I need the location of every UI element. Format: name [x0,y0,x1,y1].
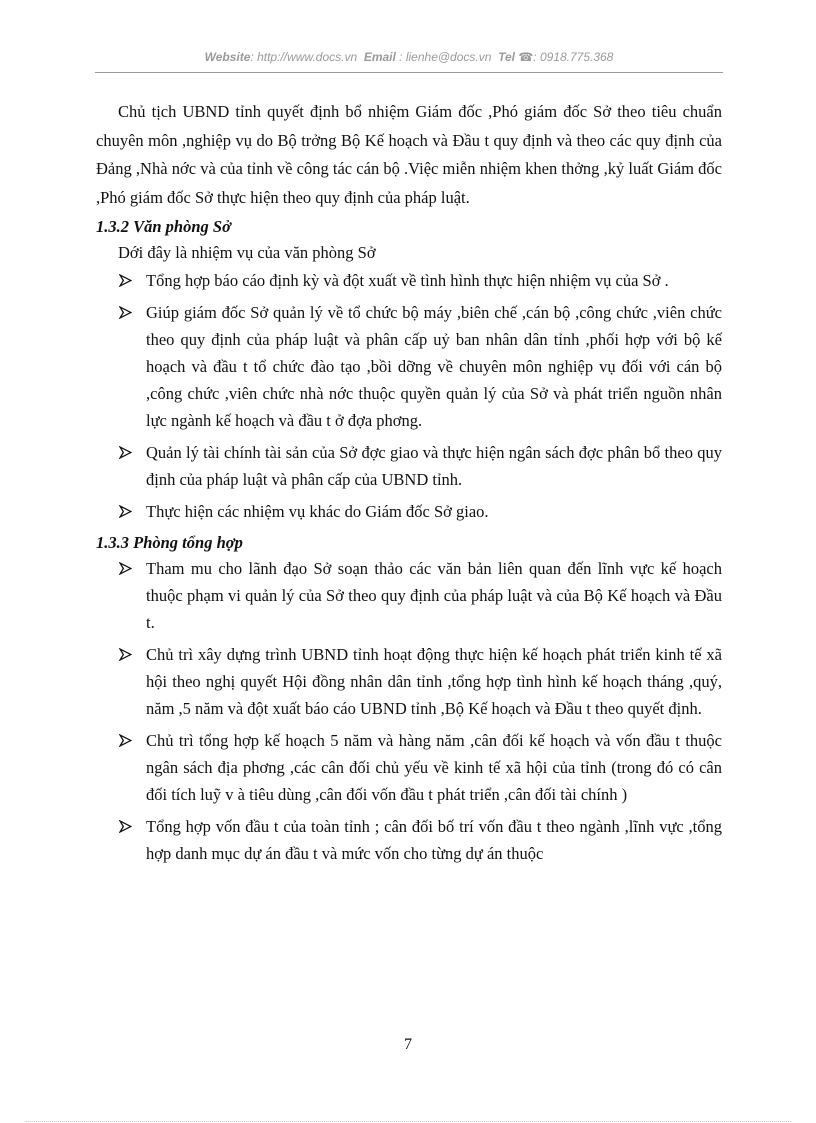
page-content [96,98,722,872]
list-item [118,267,722,294]
list-item [118,555,722,636]
list-item-text: Tổng hợp vốn đầu t của toàn tỉnh ; cân đối bố trí vốn đầu t theo ngành ,lĩnh vực ,tổng hợp danh mục dự án đầu t và mức vốn cho từng dự án thuộc [146,817,722,863]
bullet-list-tong-hop [118,555,722,867]
page-number: 7 [404,1036,412,1053]
list-item [118,727,722,808]
list-item-text: Chủ trì xây dựng trình UBND tỉnh hoạt động thực hiện kế hoạch phát triển kinh tế xã hội theo nghị quyết Hội đồng nhân dân tỉnh ,tổng hợp tình hình kế hoạch tháng ,quý, năm ,5 năm và đột xuất báo cáo UBND tỉnh ,Bộ Kế hoạch và Đầu t theo quyết định. [146,645,722,718]
list-item-text: Tổng hợp báo cáo định kỳ và đột xuất về tình hình thực hiện nhiệm vụ của Sở . [146,271,669,290]
list-item-text: Giúp giám đốc Sở quản lý về tổ chức bộ máy ,biên chế ,cán bộ ,công chức ,viên chức theo quy định của pháp luật và phân cấp uỷ ban nhân dân tỉnh ,phối hợp với bộ kế hoạch và đầu t tổ chức đào tạo ,bồi dỡng về chuyên môn nghiệp vụ đối với cán bộ ,công chức ,viên chức nhà nớc thuộc quyền quản lý của Sở và phát triển nguồn nhân lực ngành kế hoạch và đầu t ở đợa phơng. [146,303,722,430]
list-item [118,439,722,493]
list-item [118,299,722,434]
section-heading-tong-hop: 1.3.3 Phòng tổng hợp [96,533,243,552]
bullet-list-van-phong [118,267,722,525]
website-value: : http://www.docs.vn [250,50,358,64]
list-item [118,813,722,867]
arrow-bullet-icon [119,734,132,747]
arrow-bullet-icon [119,648,132,661]
email-label: Email [363,50,396,64]
arrow-bullet-icon [119,505,132,518]
list-item-text: Tham mu cho lãnh đạo Sở soạn thảo các văn bản liên quan đến lĩnh vực kế hoạch thuộc phạm vi quản lý của Sở theo quy định của pháp luật và của Bộ Kế hoạch và Đầu t. [146,559,722,632]
section-heading-van-phong: 1.3.2 Văn phòng Sở [96,217,231,236]
section-lead: Dới đây là nhiệm vụ của văn phòng Sở [118,243,376,262]
email-value: : lienhe@docs.vn [399,50,492,64]
arrow-bullet-icon [119,274,132,287]
tel-label: Tel [498,50,515,64]
list-item-text: Chủ trì tổng hợp kế hoạch 5 năm và hàng năm ,cân đối kế hoạch và vốn đầu t thuộc ngân sách địa phơng ,các cân đối chủ yếu về kinh tế xã hội của tỉnh (trong đó có cân đối tích luỹ v à tiêu dùng ,cân đối vốn đầu t phát triển ,cân đối tài chính ) [146,731,722,804]
arrow-bullet-icon [119,562,132,575]
page-bottom-divider [25,1121,791,1122]
phone-icon: ☎ [518,50,534,64]
list-item [118,498,722,525]
list-item [118,641,722,722]
arrow-bullet-icon [119,820,132,833]
intro-paragraph: Chủ tịch UBND tỉnh quyết định bổ nhiệm Giám đốc ,Phó giám đốc Sở theo tiêu chuẩn chuyên môn ,nghiệp vụ do Bộ trởng Bộ Kế hoạch và Đầu t quy định và theo các quy định của Đảng ,Nhà nớc và của tỉnh về công tác cán bộ .Việc miễn nhiệm khen thởng ,kỷ luất Giám đốc ,Phó giám đốc Sở thực hiện theo quy định của pháp luật. [96,102,722,207]
list-item-text: Thực hiện các nhiệm vụ khác do Giám đốc Sở giao. [146,502,489,521]
tel-value: : 0918.775.368 [533,50,614,64]
website-label: Website [204,50,251,64]
arrow-bullet-icon [119,446,132,459]
list-item-text: Quản lý tài chính tài sản của Sở đợc giao và thực hiện ngân sách đợc phân bổ theo quy định của pháp luật và phân cấp của UBND tỉnh. [146,443,722,489]
page-header [95,50,723,73]
arrow-bullet-icon [119,306,132,319]
